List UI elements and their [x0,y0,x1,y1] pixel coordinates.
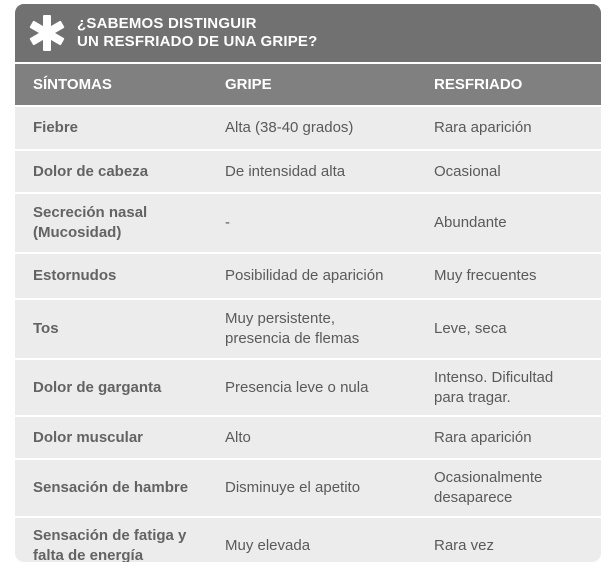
title-line-1: ¿SABEMOS DISTINGUIR [77,15,257,32]
gripe-cell: Muy elevada [225,536,311,554]
header-resfriado: RESFRIADO [434,76,523,93]
symptom-cell: Fiebre [33,119,79,136]
gripe-cell: - [225,214,230,231]
title-bar [15,4,601,62]
gripe-cell: De intensidad alta [225,162,346,180]
table-row [15,518,601,562]
resfriado-cell: Abundante [434,214,507,231]
comparison-table-card [15,4,601,562]
resfriado-cell: Intenso. Dificultad para tragar. [434,368,554,406]
symptom-cell: Estornudos [33,267,117,284]
resfriado-cell: Rara aparición [434,428,532,446]
resfriado-cell: Leve, seca [434,320,507,337]
table-row [15,254,601,300]
table-title [77,15,318,51]
gripe-cell: Alto [225,428,251,446]
table-row [15,460,601,518]
table-row [15,300,601,360]
resfriado-cell: Ocasional [434,162,501,180]
symptom-cell: Dolor muscular [33,428,144,446]
gripe-cell: Alta (38-40 grados) [225,119,354,136]
table-row [15,360,601,417]
symptom-cell: Secreción nasal (Mucosidad) [33,204,148,241]
resfriado-cell: Ocasionalmente desaparece [434,469,543,506]
resfriado-cell: Rara aparición [434,119,532,136]
gripe-cell: Muy persistente, presencia de flemas [225,310,360,347]
resfriado-cell: Muy frecuentes [434,267,537,284]
symptom-cell: Dolor de cabeza [33,162,149,180]
symptom-cell: Sensación de fatiga y falta de energía [33,526,187,562]
table-row [15,194,601,254]
asterisk-icon [23,9,71,57]
resfriado-cell: Rara vez [434,536,495,554]
symptom-cell: Dolor de garganta [33,378,162,396]
table-body [15,107,601,562]
header-gripe: GRIPE [225,76,272,93]
symptom-cell: Sensación de hambre [33,479,189,496]
table-header-row [15,62,601,107]
table-row [15,151,601,194]
header-symptoms: SÍNTOMAS [33,76,112,93]
table-row [15,107,601,151]
gripe-cell: Posibilidad de aparición [225,267,384,284]
table-row [15,417,601,460]
symptom-cell: Tos [33,320,59,337]
gripe-cell: Presencia leve o nula [225,378,369,396]
gripe-cell: Disminuye el apetito [225,479,361,496]
title-line-2: UN RESFRIADO DE UNA GRIPE? [77,33,318,50]
